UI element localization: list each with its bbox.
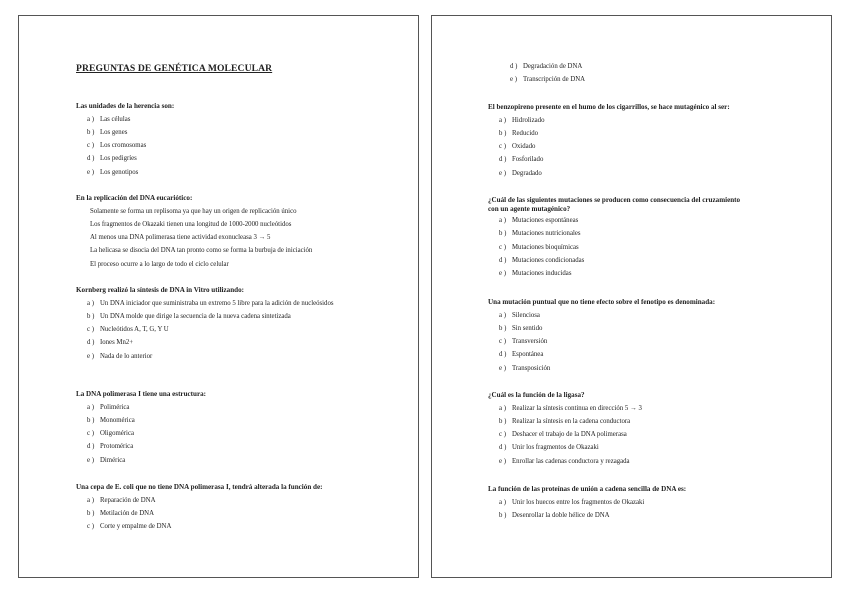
option-item: c ) Oligomérica [87, 430, 134, 438]
question-block [488, 196, 788, 284]
option-item: e ) Mutaciones inducidas [499, 270, 572, 278]
question-block [488, 298, 788, 378]
question-block [76, 390, 376, 470]
option-item: d ) Protomérica [87, 443, 134, 451]
option-item: e ) Los genotipos [87, 168, 139, 176]
option-item: a ) Hidrolizado [499, 116, 545, 124]
option-list [76, 497, 376, 532]
option-item: a ) Polimérica [87, 403, 130, 411]
option-item: e ) Nada de lo anterior [87, 352, 153, 360]
option-item: b ) Reducido [499, 129, 539, 137]
option-list [488, 405, 788, 466]
continued-options [488, 63, 788, 90]
option-item: a ) Las células [87, 115, 131, 123]
option-item: c ) Deshacer el trabajo de la DNA polimerasa [499, 431, 627, 439]
option-item: d ) Mutaciones condicionadas [499, 257, 585, 265]
option-item: b ) Desenrollar la doble hélice de DNA [499, 511, 610, 519]
question-text: En la replicación del DNA eucariótico: [76, 194, 193, 202]
document-page-right [431, 15, 832, 578]
option-item: d ) Fosforilado [499, 156, 544, 164]
question-block [76, 286, 376, 366]
question-text: Las unidades de la herencia son: [76, 102, 175, 110]
question-block [488, 485, 788, 525]
option-item: La helicasa se disocia del DNA tan pronto como se forma la burbuja de iniciación [90, 247, 313, 255]
option-item: c ) Los cromosomas [87, 142, 147, 150]
option-item: c ) Mutaciones bioquímicas [499, 243, 579, 251]
option-item: d ) Unir los fragmentos de Okazaki [499, 444, 599, 452]
option-item: b ) Mutaciones nutricionales [499, 230, 581, 238]
option-item: a ) Un DNA iniciador que suministraba un extremo 5 libre para la adición de nucleósidos [87, 299, 334, 307]
option-list [488, 117, 788, 178]
option-item: a ) Reparación de DNA [87, 496, 156, 504]
question-text: La función de las proteínas de unión a cadena sencilla de DNA es: [488, 485, 687, 493]
question-text: ¿Cuál es la función de la ligasa? [488, 391, 585, 399]
option-item: d ) Espontánea [499, 351, 544, 359]
option-list [76, 404, 376, 465]
option-item: a ) Unir los huecos entre los fragmentos de Okazaki [499, 498, 645, 506]
option-list [488, 499, 788, 520]
option-item: e ) Degradado [499, 169, 542, 177]
option-item: d ) Degradación de DNA [510, 63, 583, 70]
question-block [76, 194, 376, 274]
option-list [76, 116, 376, 177]
option-item: a ) Realizar la síntesis continua en dirección 5 → 3 [499, 404, 642, 412]
option-item: b ) Sin sentido [499, 324, 543, 332]
question-text: Una mutación puntual que no tiene efecto sobre el fenotipo es denominada: [488, 298, 716, 306]
question-block [76, 483, 376, 536]
option-item: e ) Dimérica [87, 456, 126, 464]
option-item: El proceso ocurre a lo largo de todo el ciclo celular [90, 260, 229, 268]
option-item: Solamente se forma un replisoma ya que hay un origen de replicación único [90, 207, 297, 215]
option-list [76, 208, 376, 269]
option-item: d ) Iones Mn2+ [87, 339, 134, 347]
question-text: Una cepa de E. coli que no tiene DNA polimerasa I, tendrá alterada la función de: [76, 483, 323, 491]
option-item: c ) Oxidado [499, 143, 536, 151]
option-list [488, 312, 788, 373]
option-item: d ) Los pedigríes [87, 155, 137, 163]
question-text: ¿Cuál de las siguientes mutaciones se producen como consecuencia del cruzamiento con un agente mutagénico? [488, 196, 741, 213]
option-item: e ) Transposición [499, 364, 551, 372]
option-item: b ) Realizar la síntesis en la cadena conductora [499, 417, 631, 425]
question-block [488, 103, 788, 183]
option-item: c ) Corte y empalme de DNA [87, 523, 172, 531]
option-item: Los fragmentos de Okazaki tienen una longitud de 1000-2000 nucleótidos [90, 220, 292, 228]
option-item: b ) Los genes [87, 128, 128, 136]
option-item: b ) Un DNA molde que dirige la secuencia de la nueva cadena sintetizada [87, 312, 291, 320]
option-item: a ) Mutaciones espontáneas [499, 217, 579, 225]
option-item: Al menos una DNA polimerasa tiene actividad exonucleasa 3 → 5 [90, 234, 271, 242]
question-text: El benzopireno presente en el humo de los cigarrillos, se hace mutagénico al ser: [488, 103, 730, 111]
option-list [488, 63, 788, 84]
question-block [488, 391, 788, 471]
question-text: Kornberg realizó la síntesis de DNA in Vitro utilizando: [76, 286, 245, 294]
option-list [488, 217, 788, 278]
question-block [76, 102, 376, 182]
option-item: b ) Monomérica [87, 416, 135, 424]
option-item: e ) Transcripción de DNA [510, 76, 586, 84]
option-item: c ) Nucleótidos A, T, G, Y U [87, 326, 169, 334]
option-list [76, 300, 376, 361]
option-item: c ) Transversión [499, 338, 548, 346]
option-item: e ) Enrollar las cadenas conductora y rezagada [499, 457, 630, 465]
document-title: PREGUNTAS DE GENÉTICA MOLECULAR [76, 63, 273, 74]
option-item: b ) Metilación de DNA [87, 509, 154, 517]
option-item: a ) Silenciosa [499, 311, 540, 319]
document-page-left [18, 15, 419, 578]
question-text: La DNA polimerasa I tiene una estructura: [76, 390, 207, 398]
